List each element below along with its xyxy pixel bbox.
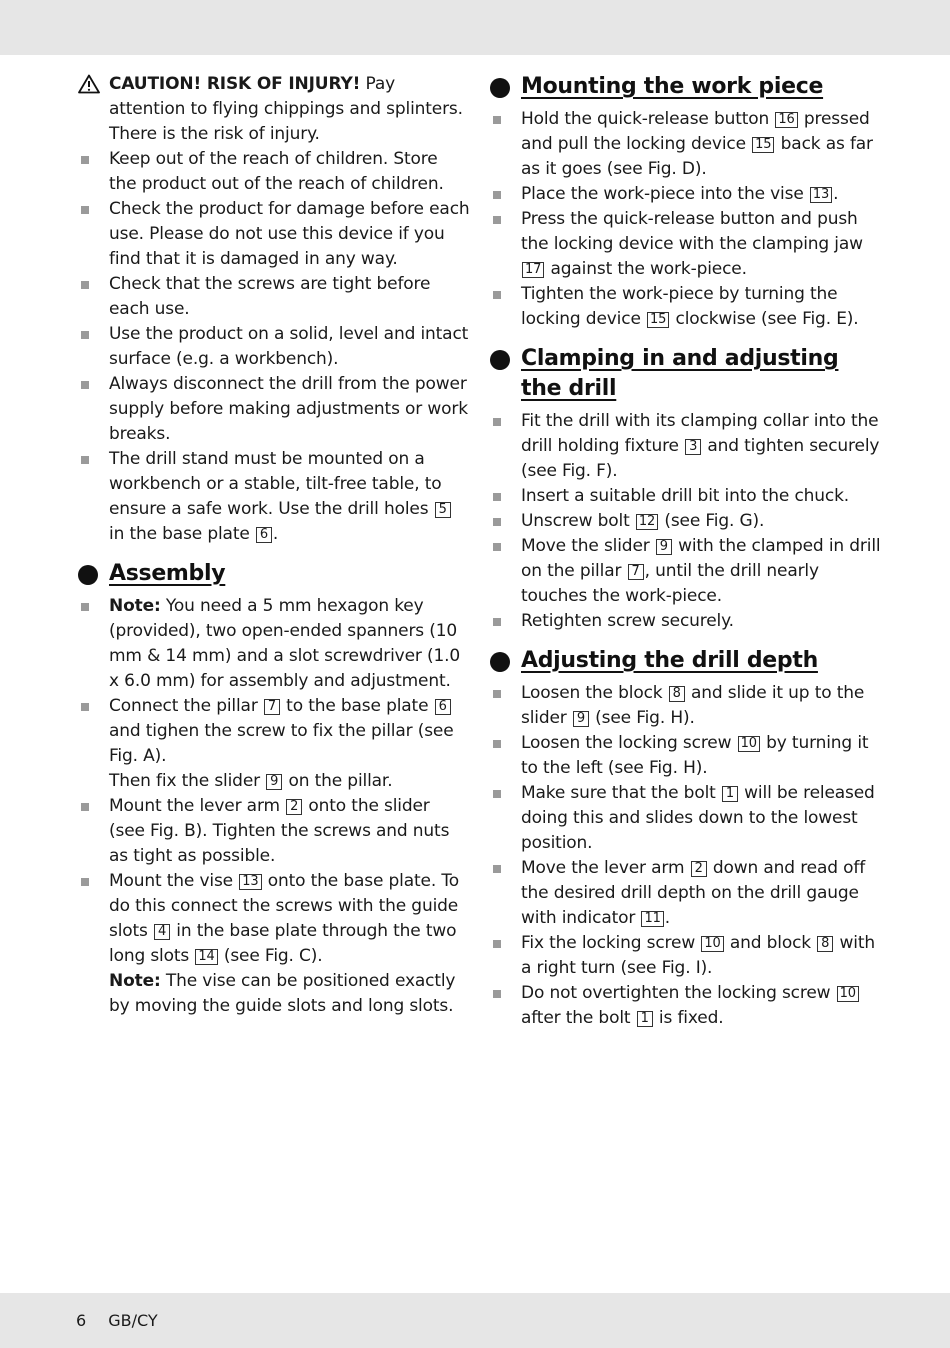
assembly-item <box>78 794 470 869</box>
bold-label: Note: <box>109 596 161 616</box>
safety-item <box>78 322 470 372</box>
clamping-list <box>490 409 882 634</box>
square-bullet-icon <box>81 803 89 811</box>
item-text: Keep out of the reach of children. Store the product out of the reach of children. <box>109 149 444 194</box>
section-bullet-icon <box>490 350 510 370</box>
part-number-ref: 8 <box>817 936 833 952</box>
square-bullet-icon <box>493 618 501 626</box>
section-bullet-icon <box>490 78 510 98</box>
item-text: Check that the screws are tight before each use. <box>109 274 431 319</box>
assembly-list <box>78 594 470 1019</box>
square-bullet-icon <box>493 940 501 948</box>
clamping-item <box>490 484 882 509</box>
depth-list <box>490 681 882 1031</box>
item-text: Make sure that the bolt <box>521 783 721 803</box>
part-number-ref: 16 <box>775 112 797 128</box>
square-bullet-icon <box>81 206 89 214</box>
square-bullet-icon <box>493 493 501 501</box>
item-text: Press the quick-release button and push the locking device with the clamping jaw <box>521 209 863 254</box>
item-text: to the base plate <box>280 696 434 716</box>
item-text: in the base plate <box>109 524 255 544</box>
clamping-item <box>490 409 882 484</box>
mounting-item <box>490 207 882 282</box>
mounting-heading: Mounting the work piece <box>490 72 882 102</box>
item-text: The drill stand must be mounted on a workbench or a stable, tilt-free table, to ensure a safe work. Use the drill holes <box>109 449 442 519</box>
square-bullet-icon <box>81 156 89 164</box>
item-text: Always disconnect the drill from the power supply before making adjustments or work breaks. <box>109 374 468 444</box>
item-text: Place the work-piece into the vise <box>521 184 809 204</box>
page-number: 6 <box>76 1311 87 1330</box>
part-number-ref: 13 <box>810 187 832 203</box>
square-bullet-icon <box>493 740 501 748</box>
region-code: GB/CY <box>108 1311 158 1330</box>
square-bullet-icon <box>81 331 89 339</box>
item-text: Tighten the work-piece by turning the locking device <box>521 284 838 329</box>
item-text: onto the base plate. To do this connect the screws with the guide slots <box>109 871 459 941</box>
item-text: pressed and pull the locking device <box>521 109 870 154</box>
item-text: Pay attention to flying chippings and splinters. There is the risk of injury. <box>109 74 463 144</box>
square-bullet-icon <box>493 216 501 224</box>
part-number-ref: 8 <box>669 686 685 702</box>
item-text: Use the product on a solid, level and intact surface (e.g. a workbench). <box>109 324 469 369</box>
clamping-item <box>490 534 882 609</box>
item-text: You need a 5 mm hexagon key (provided), two open-ended spanners (10 mm & 14 mm) and a slot screwdriver (1.0 x 6.0 mm) for assembly and adjustment. <box>109 596 461 691</box>
part-number-ref: 6 <box>435 699 451 715</box>
part-number-ref: 9 <box>573 711 589 727</box>
square-bullet-icon <box>81 281 89 289</box>
safety-item <box>78 197 470 272</box>
square-bullet-icon <box>493 291 501 299</box>
item-text: with the clamped in drill on the pillar <box>521 536 881 581</box>
assembly-heading: Assembly <box>78 559 470 589</box>
item-text: Insert a suitable drill bit into the chuck. <box>521 486 850 506</box>
item-text: down and read off the desired drill depth on the drill gauge with indicator <box>521 858 866 928</box>
mounting-item <box>490 282 882 332</box>
part-number-ref: 13 <box>239 874 261 890</box>
assembly-item <box>78 694 470 794</box>
square-bullet-icon <box>81 456 89 464</box>
item-text: (see Fig. G). <box>659 511 765 531</box>
item-text: Loosen the locking screw <box>521 733 737 753</box>
item-text: Unscrew bolt <box>521 511 635 531</box>
section-bullet-icon <box>490 652 510 672</box>
item-text: Retighten screw securely. <box>521 611 734 631</box>
item-text: (see Fig. C). <box>218 946 323 966</box>
depth-item <box>490 931 882 981</box>
item-text: The vise can be positioned exactly by moving the guide slots and long slots. <box>109 971 456 1016</box>
depth-item <box>490 731 882 781</box>
part-number-ref: 2 <box>691 861 707 877</box>
part-number-ref: 17 <box>522 262 544 278</box>
depth-item <box>490 681 882 731</box>
item-text: Move the slider <box>521 536 655 556</box>
item-text: and tighen the screw to fix the pillar (see Fig. A). <box>109 721 454 766</box>
part-number-ref: 10 <box>701 936 723 952</box>
part-number-ref: 10 <box>837 986 859 1002</box>
square-bullet-icon <box>493 790 501 798</box>
item-text: (see Fig. H). <box>589 708 695 728</box>
square-bullet-icon <box>493 191 501 199</box>
item-text: with a right turn (see Fig. I). <box>521 933 875 978</box>
assembly-item <box>78 869 470 1019</box>
item-text: Fit the drill with its clamping collar into the drill holding fixture <box>521 411 879 456</box>
item-text: will be released doing this and slides down to the lowest position. <box>521 783 875 853</box>
square-bullet-icon <box>493 518 501 526</box>
item-text: back as far as it goes (see Fig. D). <box>521 134 873 179</box>
part-number-ref: 11 <box>641 911 663 927</box>
footer <box>76 1311 158 1330</box>
part-number-ref: 4 <box>154 924 170 940</box>
part-number-ref: 7 <box>628 564 644 580</box>
item-text: Check the product for damage before each use. Please do not use this device if you find that it is damaged in any way. <box>109 199 470 269</box>
header-band <box>0 0 950 55</box>
part-number-ref: 5 <box>435 502 451 518</box>
square-bullet-icon <box>493 543 501 551</box>
left-column <box>78 72 470 1019</box>
item-text: and slide it up to the slider <box>521 683 865 728</box>
mounting-list <box>490 107 882 332</box>
item-text: . <box>833 184 839 204</box>
assembly-item <box>78 594 470 694</box>
item-text: Fix the locking screw <box>521 933 701 953</box>
depth-item <box>490 781 882 856</box>
square-bullet-icon <box>493 990 501 998</box>
item-text: Mount the vise <box>109 871 239 891</box>
item-text: and block <box>724 933 817 953</box>
section-bullet-icon <box>78 565 98 585</box>
bold-label: CAUTION! RISK OF INJURY! <box>109 74 361 94</box>
part-number-ref: 7 <box>264 699 280 715</box>
item-text: Connect the pillar <box>109 696 263 716</box>
part-number-ref: 1 <box>637 1011 653 1027</box>
part-number-ref: 10 <box>738 736 760 752</box>
item-text: Hold the quick-release button <box>521 109 775 129</box>
depth-heading: Adjusting the drill depth <box>490 646 882 676</box>
item-text: , until the drill nearly touches the work-piece. <box>521 561 819 606</box>
item-text: Loosen the block <box>521 683 668 703</box>
clamping-item <box>490 609 882 634</box>
clamping-item <box>490 509 882 534</box>
item-text: after the bolt <box>521 1008 636 1028</box>
item-text: Move the lever arm <box>521 858 690 878</box>
mounting-item <box>490 107 882 182</box>
mounting-item <box>490 182 882 207</box>
part-number-ref: 14 <box>195 949 217 965</box>
safety-item <box>78 372 470 447</box>
item-text: Mount the lever arm <box>109 796 286 816</box>
part-number-ref: 12 <box>636 514 658 530</box>
depth-item <box>490 981 882 1031</box>
square-bullet-icon <box>493 418 501 426</box>
item-text: clockwise (see Fig. E). <box>670 309 859 329</box>
item-text: . <box>664 908 670 928</box>
square-bullet-icon <box>81 603 89 611</box>
right-column <box>490 72 882 1031</box>
part-number-ref: 1 <box>722 786 738 802</box>
square-bullet-icon <box>81 878 89 886</box>
part-number-ref: 3 <box>685 439 701 455</box>
safety-item <box>78 447 470 547</box>
part-number-ref: 15 <box>647 312 669 328</box>
safety-item <box>78 72 470 147</box>
item-text: Then fix the slider <box>109 771 266 791</box>
safety-list <box>78 72 470 547</box>
item-text: . <box>272 524 279 544</box>
safety-item <box>78 272 470 322</box>
part-number-ref: 9 <box>266 774 282 790</box>
item-text: and tighten securely (see Fig. F). <box>521 436 880 481</box>
item-text: is fixed. <box>653 1008 724 1028</box>
square-bullet-icon <box>493 116 501 124</box>
square-bullet-icon <box>493 690 501 698</box>
bold-label: Note: <box>109 971 161 991</box>
part-number-ref: 6 <box>256 527 272 543</box>
warning-triangle-icon <box>78 74 100 94</box>
square-bullet-icon <box>81 381 89 389</box>
item-text: Do not overtighten the locking screw <box>521 983 836 1003</box>
item-text: against the work-piece. <box>545 259 747 279</box>
square-bullet-icon <box>493 865 501 873</box>
item-text: by turning it to the left (see Fig. H). <box>521 733 869 778</box>
square-bullet-icon <box>81 703 89 711</box>
safety-item <box>78 147 470 197</box>
depth-item <box>490 856 882 931</box>
part-number-ref: 15 <box>752 137 774 153</box>
clamping-heading: Clamping in and adjusting the drill <box>490 344 882 404</box>
item-text: in the base plate through the two long slots <box>109 921 457 966</box>
item-text: onto the slider (see Fig. B). Tighten the screws and nuts as tight as possible. <box>109 796 450 866</box>
part-number-ref: 9 <box>656 539 672 555</box>
part-number-ref: 2 <box>286 799 302 815</box>
item-text: on the pillar. <box>283 771 393 791</box>
